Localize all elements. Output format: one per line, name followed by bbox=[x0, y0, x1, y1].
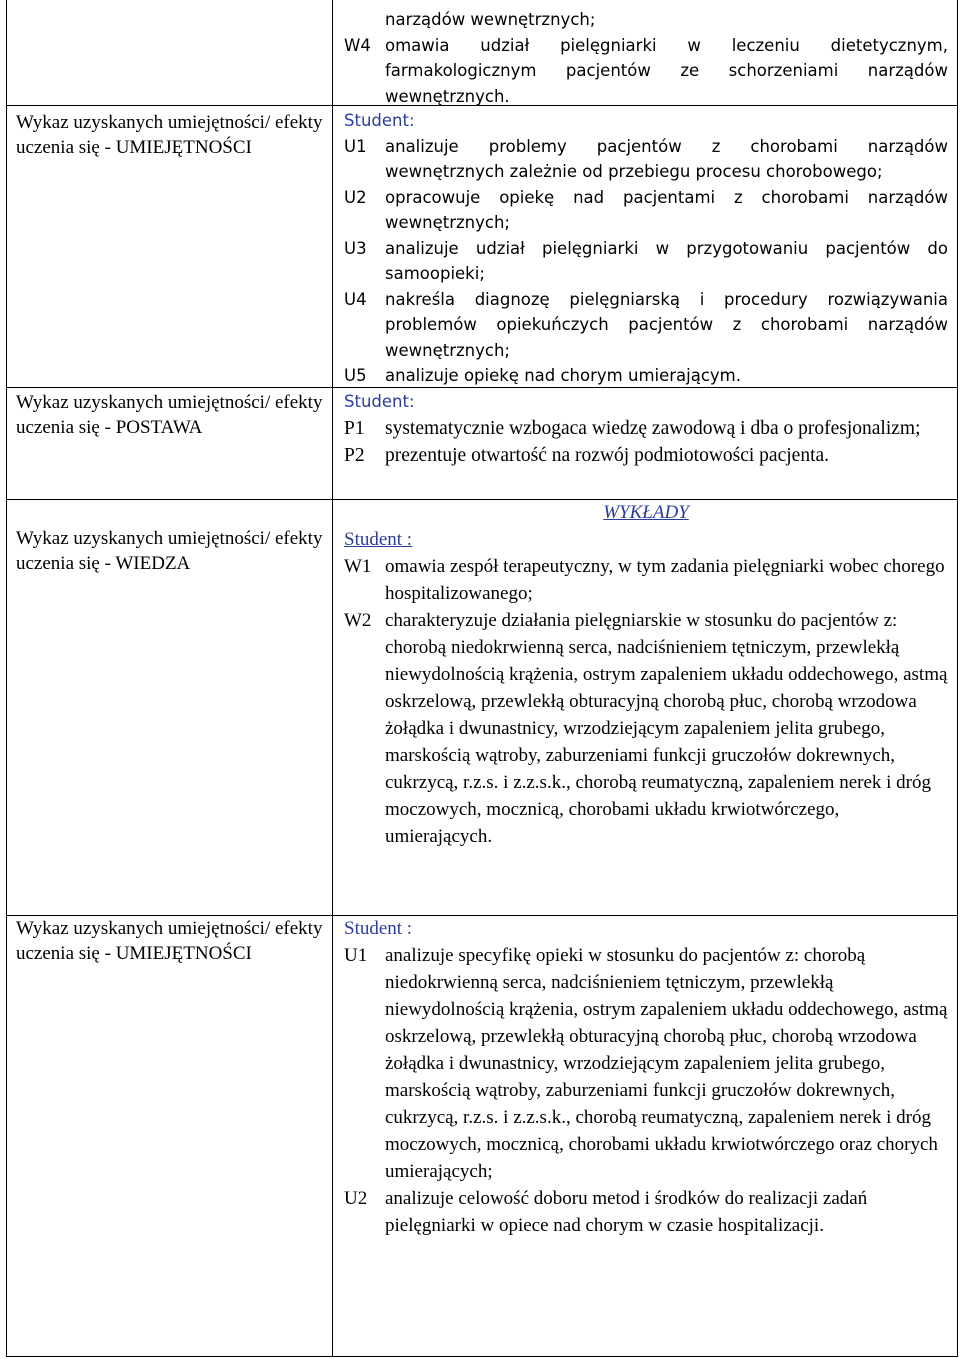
umiejetnosci-cell bbox=[344, 108, 948, 389]
outcome-code: W1 bbox=[344, 556, 372, 577]
outcome-code: U4 bbox=[344, 289, 367, 309]
learning-outcomes-table bbox=[6, 0, 958, 1357]
outcome-text: analizuje opiekę nad chorym umierającym. bbox=[385, 366, 741, 385]
student-header: Student : bbox=[344, 918, 413, 939]
outcome-code: P2 bbox=[344, 444, 365, 466]
outcome-code: U1 bbox=[344, 136, 367, 156]
table-column-divider bbox=[332, 0, 333, 1357]
outcome-text: nakreśla diagnozę pielęgniarską i procedury rozwiązywania problemów opiekuńczych pacjentów z chorobami narządów wewnętrznych; bbox=[385, 289, 948, 360]
table-border-right bbox=[957, 0, 958, 1357]
umiejetnosci-2-cell bbox=[344, 915, 948, 1239]
outcome-code: W2 bbox=[344, 610, 372, 631]
student-header: Student: bbox=[344, 111, 415, 130]
row-label-wiedza: Wykaz uzyskanych umiejętności/ efekty uczenia się - WIEDZA bbox=[16, 528, 323, 574]
outcome-code: P1 bbox=[344, 417, 365, 439]
section-title-wyklady: WYKŁADY bbox=[603, 502, 689, 523]
outcome-text: analizuje celowość doboru metod i środków do realizacji zadań pielęgniarki w opiece nad chorym w czasie hospitalizacji. bbox=[385, 1188, 868, 1236]
table-border-bottom bbox=[6, 1356, 958, 1357]
outcome-code: U2 bbox=[344, 187, 367, 207]
outcome-text: analizuje specyfikę opieki w stosunku do pacjentów z: chorobą niedokrwienną serca, nadciśnieniem tętniczym, przewlekłą niewydolnością krążenia, ostrym zapaleniem układu oddechowego, astmą oskrzelową, przewlekłą obturacyjną chorobą płuc, chorobą wrzodowa żołądka i dwunastnicy, wrzodziejącym zapaleniem jelita grubego, marskością wątroby, zaburzeniami funkcji gruczołów dokrewnych, cukrzycą, r.z.s. i z.z.s.k., chorobą reumatyczną, zapaleniem nerek i dróg moczowych, mocznicą, chorobami układu krwiotwórczego oraz chorych umierających; bbox=[385, 945, 948, 1182]
student-header: Student: bbox=[344, 392, 415, 411]
outcome-code: W4 bbox=[344, 35, 371, 55]
outcome-text: analizuje udział pielęgniarki w przygotowaniu pacjentów do samoopieki; bbox=[385, 238, 948, 283]
wiedza-cell bbox=[344, 499, 948, 850]
outcome-text: opracowuje opiekę nad pacjentami z chorobami narządów wewnętrznych; bbox=[385, 187, 948, 232]
row-label-postawa: Wykaz uzyskanych umiejętności/ efekty uczenia się - POSTAWA bbox=[16, 392, 323, 438]
student-header: Student : bbox=[344, 529, 413, 550]
outcome-text: omawia udział pielęgniarki w leczeniu dietetycznym, farmakologicznym pacjentów ze schorzeniami narządów wewnętrznych. bbox=[385, 35, 948, 106]
continuation-text: narządów wewnętrznych; bbox=[385, 10, 596, 29]
postawa-cell bbox=[344, 389, 948, 469]
outcome-text: analizuje problemy pacjentów z chorobami narządów wewnętrznych zależnie od przebiegu procesu chorobowego; bbox=[385, 136, 948, 181]
outcome-code: U2 bbox=[344, 1188, 368, 1209]
row-label-umiejetnosci: Wykaz uzyskanych umiejętności/ efekty uczenia się - UMIEJĘTNOŚCI bbox=[16, 112, 323, 158]
outcome-text: charakteryzuje działania pielęgniarskie w stosunku do pacjentów z: chorobą niedokrwienną serca, nadciśnieniem tętniczym, przewlekłą niewydolnością krążenia, ostrym zapaleniem układu oddechowego, astmą oskrzelową, przewlekłą obturacyjną chorobą płuc, chorobą wrzodowa żołądka i dwunastnicy, wrzodziejącym zapaleniem jelita grubego, marskością wątroby, zaburzeniami funkcji gruczołów dokrewnych, cukrzycą, r.z.s. i z.z.s.k., chorobą reumatyczną, zapaleniem nerek i dróg moczowych, mocznicą, chorobami układu krwiotwórczego, umierających. bbox=[385, 610, 948, 847]
outcome-code: U3 bbox=[344, 238, 367, 258]
outcome-text: omawia zespół terapeutyczny, w tym zadania pielęgniarki wobec chorego hospitalizowanego; bbox=[385, 556, 945, 604]
table-border-left bbox=[6, 0, 7, 1357]
outcome-text: systematycznie wzbogaca wiedzę zawodową i dba o profesjonalizm; bbox=[385, 417, 921, 439]
outcome-text: prezentuje otwartość na rozwój podmiotowości pacjenta. bbox=[385, 444, 830, 466]
w4-continuation-cell bbox=[344, 7, 948, 109]
row-label-umiejetnosci-2: Wykaz uzyskanych umiejętności/ efekty uczenia się - UMIEJĘTNOŚCI bbox=[16, 918, 323, 964]
outcome-code: U5 bbox=[344, 366, 367, 385]
outcome-code: U1 bbox=[344, 945, 368, 966]
